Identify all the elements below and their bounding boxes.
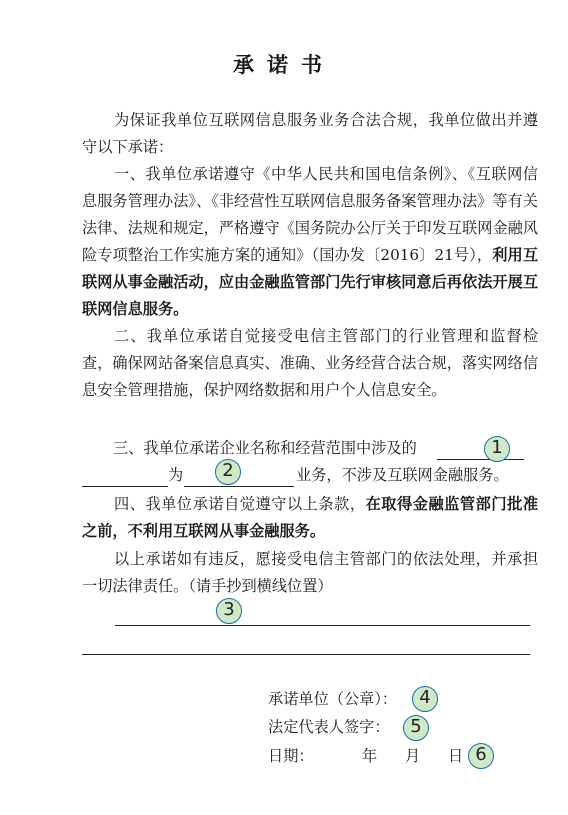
unit-seal-label: 承诺单位（公章）：: [268, 690, 398, 708]
blank-line-1[interactable]: [437, 459, 524, 460]
handwriting-line-1[interactable]: [115, 625, 530, 626]
legal-rep-label: 法定代表人签字：: [268, 718, 390, 736]
clause-1-text: 一、我单位承诺遵守《中华人民共和国电信条例》、《互联网信息服务管理办法》、《非经营性互联网信息服务备案管理办法》等有关法律、法规和规定，严格遵守《国务院办公厅关于印发互联网金融风险专项整治工作实施方案的通知》（国办发〔2016〕21号），: [82, 165, 538, 264]
blank-line-2[interactable]: [184, 486, 294, 487]
marker-6-badge[interactable]: 6: [468, 743, 494, 769]
clause-4-bold-text: 在取得金融监管部门批准之前，不利用互联网从事金融服务。: [82, 495, 539, 540]
clause-4-text: 四、我单位承诺自觉遵守以上条款，: [114, 495, 366, 513]
clause-2-paragraph: 二、我单位承诺自觉接受电信主管部门的行业管理和监督检查，确保网站备案信息真实、准确、业务经营合法合规，落实网络信息安全管理措施，保护网络数据和用户个人信息安全。: [82, 327, 538, 399]
clause-1-bold-text: 利用互联网从事金融活动，应由金融监管部门先行审核同意后再依法开展互联网信息服务。: [82, 246, 539, 318]
clause-3-suffix: 业务，不涉及互联网金融服务。: [296, 466, 509, 484]
marker-5-badge[interactable]: 5: [403, 715, 429, 741]
marker-3-badge[interactable]: 3: [216, 598, 242, 624]
marker-4-badge[interactable]: 4: [412, 686, 438, 712]
handwriting-line-2[interactable]: [82, 654, 530, 655]
date-month-label: 月: [405, 747, 421, 765]
blank-line-1-continued[interactable]: [82, 486, 168, 487]
intro-paragraph: 为保证我单位互联网信息服务业务合法合规，我单位做出并遵守以下承诺：: [82, 111, 538, 156]
date-label: 日期：: [268, 747, 314, 765]
closing-paragraph: 以上承诺如有违反，愿接受电信主管部门的依法处理，并承担一切法律责任。（请手抄到横线位置）: [82, 550, 538, 595]
marker-2-badge[interactable]: 2: [215, 459, 241, 485]
clause-1-paragraph: [82, 161, 538, 323]
clause-4-paragraph: [82, 491, 538, 545]
clause-3-mid: 为: [168, 466, 184, 484]
marker-1-badge[interactable]: 1: [484, 436, 510, 462]
date-day-label: 日: [448, 747, 464, 765]
date-year-label: 年: [362, 747, 378, 765]
clause-3-prefix: 三、我单位承诺企业名称和经营范围中涉及的: [113, 439, 417, 457]
document-title: 承诺书: [233, 53, 335, 77]
